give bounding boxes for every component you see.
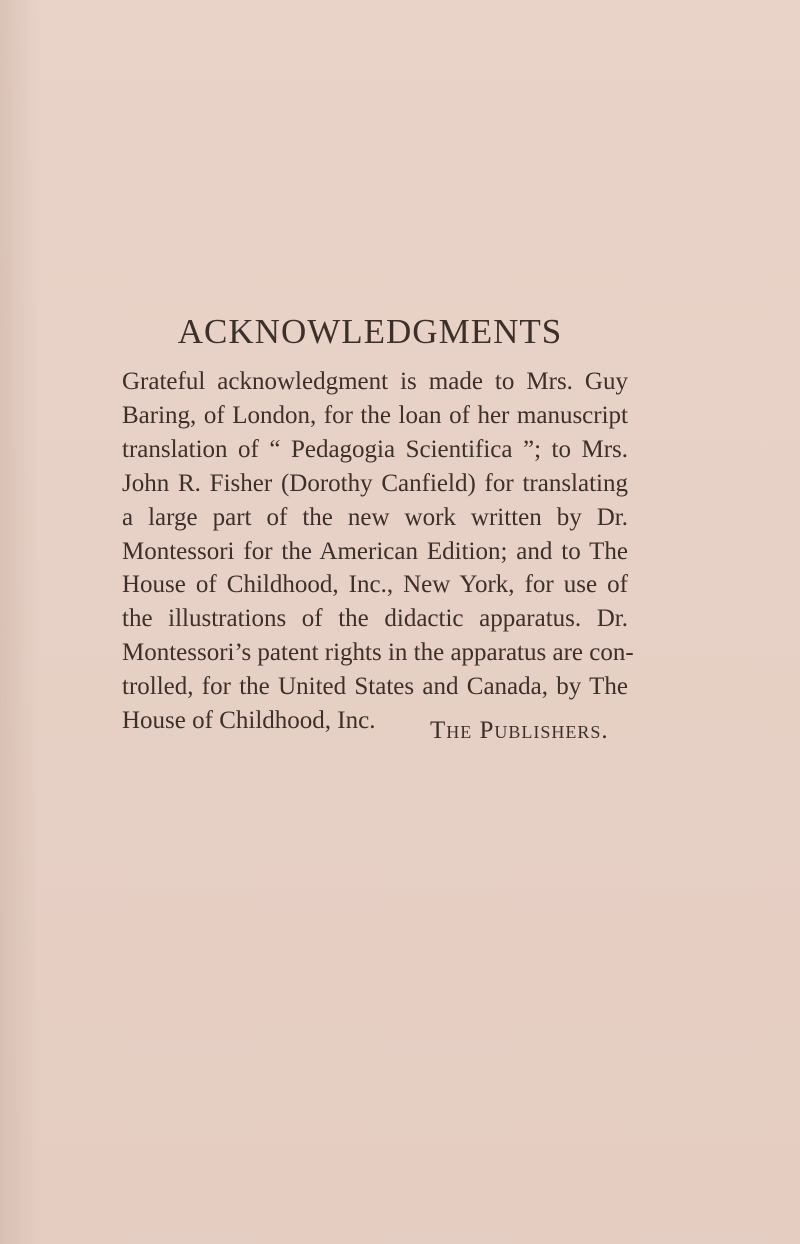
paragraph-line: Montessori for the American Edition; and to The (122, 537, 628, 565)
acknowledgment-paragraph (122, 365, 634, 738)
paragraph-line: Baring, of London, for the loan of her manuscript (122, 401, 628, 429)
page-title: ACKNOWLEDGMENTS (177, 312, 563, 351)
publisher-signature: The Publishers. (430, 717, 609, 744)
paragraph-line: John R. Fisher (Dorothy Canfield) for translating (122, 469, 628, 497)
paragraph-line: trolled, for the United States and Canada, by The (122, 673, 628, 701)
paragraph-line: translation of “ Pedagogia Scientifica ”; to Mrs. (122, 435, 628, 463)
paragraph-line: a large part of the new work written by Dr. (122, 503, 628, 531)
paragraph-line: House of Childhood, Inc. (122, 707, 376, 735)
paragraph-line: the illustrations of the didactic apparatus. Dr. (122, 605, 628, 633)
paragraph-line: Montessori’s patent rights in the apparatus are con- (122, 639, 634, 667)
paragraph-line: Grateful acknowledgment is made to Mrs. Guy (122, 368, 628, 395)
paragraph-line: House of Childhood, Inc., New York, for use of (122, 571, 628, 599)
